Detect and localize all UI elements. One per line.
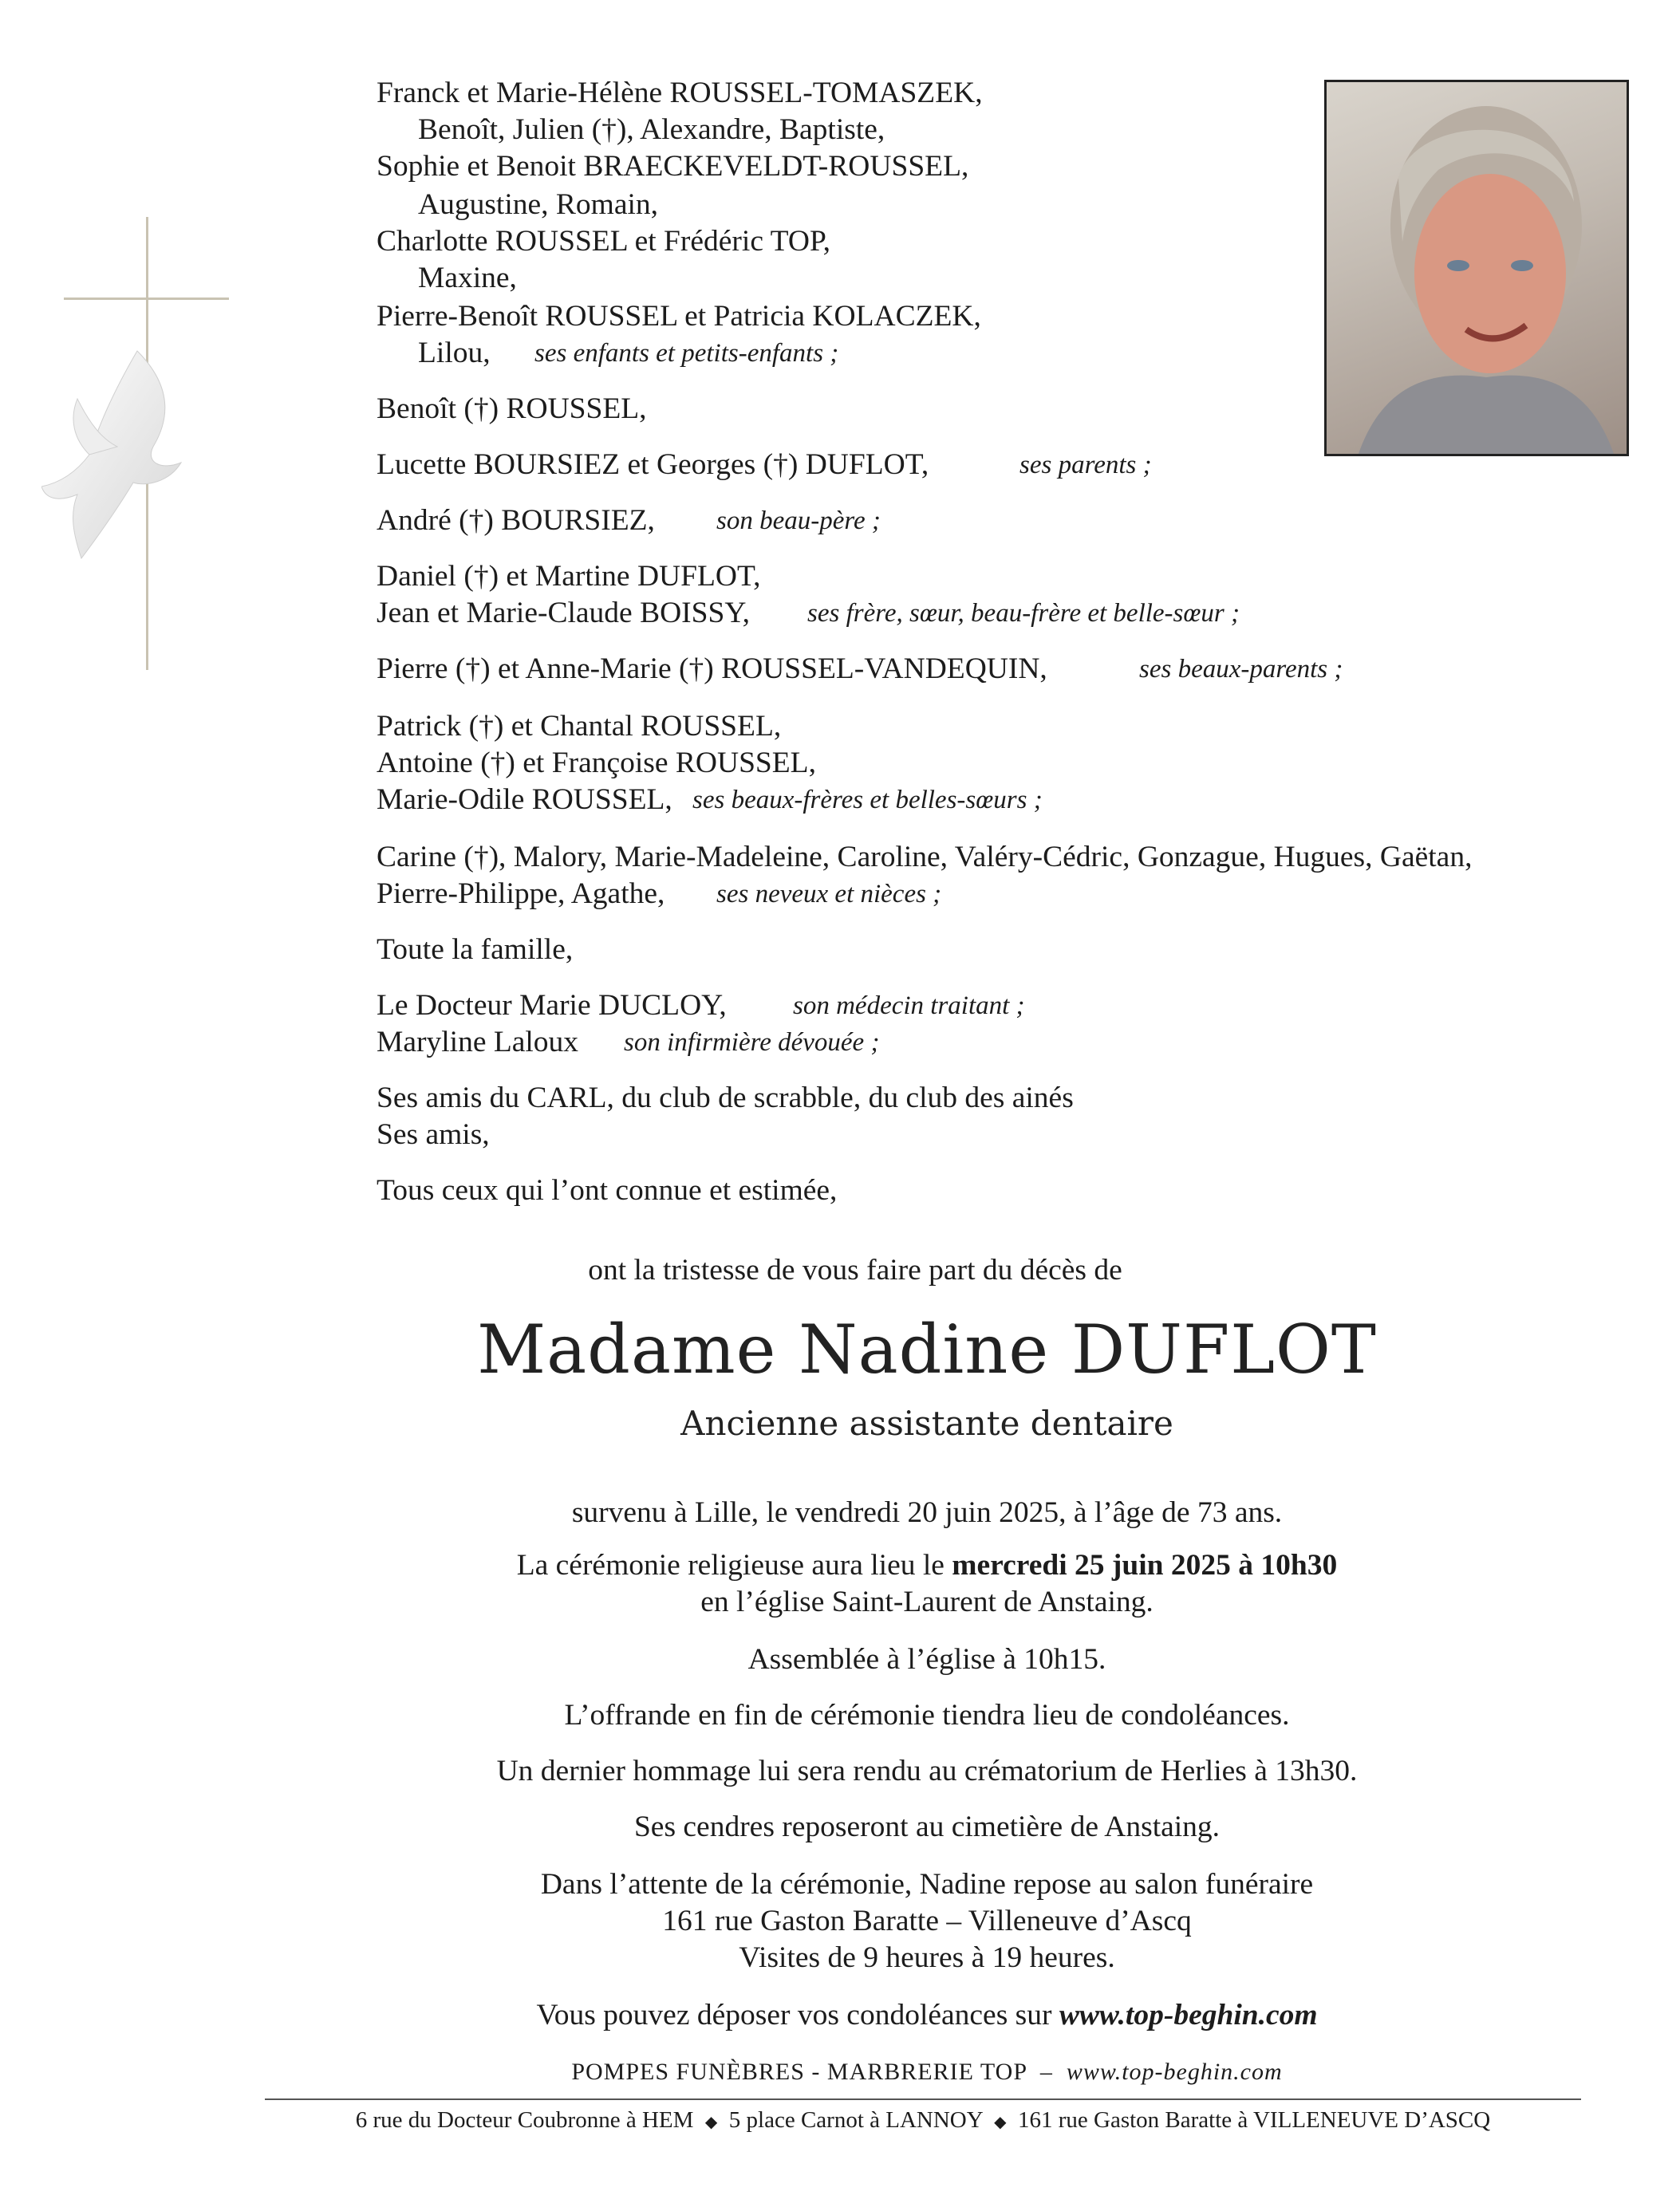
ceremony-place: en l’église Saint-Laurent de Anstaing. [700, 1586, 1154, 1618]
relation-label: ses beaux-parents ; [1139, 655, 1343, 684]
address-lannoy: 5 place Carnot à LANNOY [728, 2107, 983, 2133]
relation-label: ses frère, sœur, beau-frère et belle-sœur ; [807, 599, 1240, 628]
relation-label: ses beaux-frères et belles-sœurs ; [692, 786, 1043, 814]
dove-icon [41, 343, 193, 574]
family-line: Toute la famille, [377, 933, 574, 966]
family-line: Franck et Marie-Hélène ROUSSEL-TOMASZEK, [377, 77, 983, 109]
rest-line-1: Dans l’attente de la cérémonie, Nadine repose au salon funéraire [540, 1868, 1314, 1901]
rest-line-3: Visites de 9 heures à 19 heures. [739, 1941, 1115, 1974]
family-line: Patrick (†) et Chantal ROUSSEL, [377, 710, 782, 743]
family-line: André (†) BOURSIEZ, [377, 504, 655, 537]
relation-label: ses enfants et petits-enfants ; [534, 339, 839, 368]
rest-line-2: 161 rue Gaston Baratte – Villeneuve d’Ascq [662, 1905, 1192, 1937]
deceased-name: Madame Nadine DUFLOT [477, 1310, 1377, 1389]
family-line: Ses amis du CARL, du club de scrabble, du club des ainés [377, 1082, 1074, 1114]
footer-addresses [265, 2107, 1581, 2134]
assembly-text: Assemblée à l’église à 10h15. [747, 1643, 1106, 1676]
relation-label: ses parents ; [1019, 451, 1152, 479]
condolence-prefix: Vous pouvez déposer vos condoléances sur [536, 1999, 1059, 2031]
ceremony-line [377, 1547, 1477, 1584]
death-details: survenu à Lille, le vendredi 20 juin 2025, à l’âge de 73 ans. [571, 1496, 1283, 1529]
family-line: Jean et Marie-Claude BOISSY, [377, 597, 750, 629]
family-line: Daniel (†) et Martine DUFLOT, [377, 560, 761, 593]
address-villeneuve: 161 rue Gaston Baratte à VILLENEUVE D’ASCQ [1018, 2107, 1491, 2133]
ceremony-date: mercredi 25 juin 2025 à 10h30 [952, 1549, 1338, 1582]
relation-label: son médecin traitant ; [793, 991, 1025, 1020]
announcement-text: ont la tristesse de vous faire part du décès de [588, 1254, 1122, 1287]
company-website-link[interactable]: www.top-beghin.com [1066, 2059, 1283, 2085]
family-line: Ses amis, [377, 1118, 490, 1151]
family-line: Carine (†), Malory, Marie-Madeleine, Caroline, Valéry-Cédric, Gonzague, Hugues, Gaëtan, [377, 841, 1473, 873]
company-name: POMPES FUNÈBRES - MARBRERIE TOP [571, 2059, 1027, 2085]
condolence-line [377, 1997, 1477, 2034]
condolence-link[interactable]: www.top-beghin.com [1059, 1999, 1318, 2031]
ceremony-prefix: La cérémonie religieuse aura lieu le [516, 1549, 952, 1582]
relation-label: son beau-père ; [716, 506, 881, 535]
ashes-text: Ses cendres reposeront au cimetière de Anstaing. [633, 1811, 1221, 1843]
family-line: Pierre-Philippe, Agathe, [377, 877, 665, 910]
diamond-separator-icon: ◆ [994, 2114, 1007, 2131]
diamond-separator-icon: ◆ [704, 2114, 718, 2131]
cross-horizontal-bar [64, 298, 229, 300]
address-hem: 6 rue du Docteur Coubronne à HEM [355, 2107, 694, 2133]
family-line: Tous ceux qui l’ont connue et estimée, [377, 1174, 838, 1207]
relation-label: son infirmière dévouée ; [624, 1028, 880, 1057]
company-dash: – [1039, 2059, 1053, 2085]
family-line: Pierre (†) et Anne-Marie (†) ROUSSEL-VANDEQUIN, [377, 652, 1047, 685]
family-line: Lilou, [418, 337, 491, 369]
relation-label: ses neveux et nièces ; [716, 880, 942, 908]
footer-divider [265, 2098, 1581, 2100]
family-line: Pierre-Benoît ROUSSEL et Patricia KOLACZEK, [377, 300, 981, 333]
family-line: Antoine (†) et Françoise ROUSSEL, [377, 747, 816, 779]
portrait-photo [1324, 80, 1629, 456]
family-line: Charlotte ROUSSEL et Frédéric TOP, [377, 225, 831, 258]
family-line: Benoît (†) ROUSSEL, [377, 392, 647, 425]
family-line: Maryline Laloux [377, 1026, 579, 1058]
family-line: Maxine, [418, 262, 517, 294]
family-line: Sophie et Benoit BRAECKEVELDT-ROUSSEL, [377, 150, 969, 183]
deceased-profession: Ancienne assistante dentaire [680, 1404, 1173, 1443]
tribute-text: Un dernier hommage lui sera rendu au crématorium de Herlies à 13h30. [496, 1755, 1358, 1787]
family-line: Benoît, Julien (†), Alexandre, Baptiste, [418, 113, 885, 146]
family-line: Lucette BOURSIEZ et Georges (†) DUFLOT, [377, 448, 929, 481]
funeral-company [377, 2059, 1477, 2086]
family-line: Le Docteur Marie DUCLOY, [377, 989, 727, 1022]
family-line: Augustine, Romain, [418, 188, 659, 221]
family-line: Marie-Odile ROUSSEL, [377, 783, 672, 816]
offering-text: L’offrande en fin de cérémonie tiendra lieu de condoléances. [564, 1699, 1290, 1732]
